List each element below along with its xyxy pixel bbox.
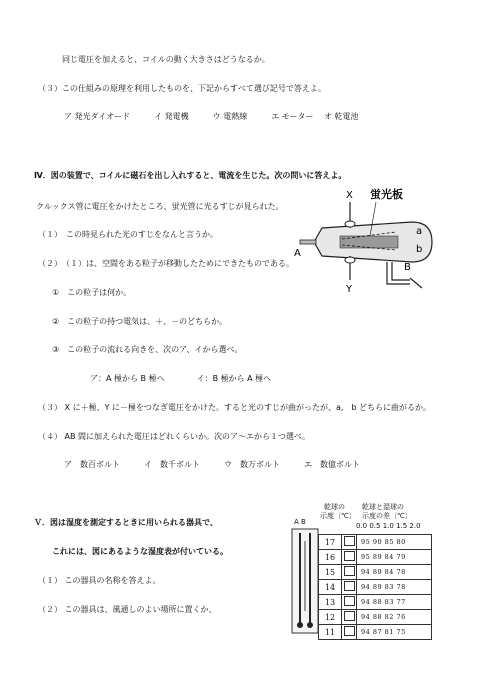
- screen-label: 蛍光板: [370, 188, 403, 201]
- zero-diff-cell: [342, 580, 357, 595]
- section-heading: Ｖ．図は湿度を測定するときに用いられる器具で、: [34, 518, 218, 527]
- answer-choices: ア 数百ボルト イ 数千ボルト ウ 数万ボルト エ 数億ボルト: [64, 460, 360, 469]
- table-header-difference: 乾球と湿球の: [362, 503, 404, 511]
- zero-diff-cell: [342, 625, 357, 640]
- section-heading: Ⅳ．図の装置で、コイルに磁石を出し入れすると、電流を生じた。次の問いに答えよ。: [34, 171, 347, 180]
- answer-choices: ア 発光ダイオード イ 発電機 ウ 電熱線 エ モーター オ 乾電池: [64, 112, 359, 121]
- table-row: [319, 535, 432, 550]
- question-text: 同じ電圧を加えると、コイルの動く大きさはどうなるか。: [62, 55, 270, 64]
- direction-b-label: b: [416, 244, 423, 255]
- zero-diff-cell: [342, 610, 357, 625]
- dry-bulb-cell: 11: [319, 625, 342, 640]
- crookes-tube-diagram: [292, 184, 442, 296]
- question-text: ② この粒子の持つ電気は、＋、－のどちらか。: [52, 317, 228, 326]
- humidity-values-cell: 94 87 81 75: [357, 625, 432, 640]
- question-text: （２） この器具は、風通しのよい場所に置くか、: [38, 605, 217, 614]
- answer-choices: ア：A 極から B 極へ イ：B 極から A 極へ: [90, 374, 272, 383]
- question-text: ③ この粒子の流れる向きを、次のア、イから選べ。: [52, 345, 243, 354]
- question-text: （３）この仕組みの原理を利用したものを、下記からすべて選び記号で答えよ。: [38, 84, 326, 93]
- instrument-label: A B: [294, 518, 306, 526]
- question-text: （１） この時見られた光のすじをなんと言うか。: [38, 230, 218, 239]
- table-row: [319, 580, 432, 595]
- zero-diff-cell: [342, 535, 357, 550]
- question-text: （３） X に＋極、Y に－極をつなぎ電圧をかけた。すると光のすじが曲がったが、a, b どちらに曲がるか。: [38, 403, 432, 412]
- dry-bulb-cell: 16: [319, 550, 342, 565]
- table-header-difference-unit: 示度の差〔℃〕: [362, 512, 412, 520]
- question-text: クルックス管に電圧をかけたところ、蛍光管に光るすじが見られた。: [36, 202, 284, 211]
- zero-diff-cell: [342, 595, 357, 610]
- humidity-table: [318, 534, 432, 640]
- humidity-values-cell: 94 89 84 78: [357, 565, 432, 580]
- humidity-values-cell: 95 90 85 80: [357, 535, 432, 550]
- electrode-y-label: Y: [346, 284, 353, 295]
- dry-bulb-cell: 15: [319, 565, 342, 580]
- zero-diff-cell: [342, 550, 357, 565]
- table-row: [319, 550, 432, 565]
- question-text: （４） AB 間に加えられた電圧はどれくらいか。次のア～エから１つ選べ。: [38, 432, 311, 441]
- dry-bulb-cell: 17: [319, 535, 342, 550]
- table-header-dry-bulb-unit: 示度〔℃〕: [320, 512, 356, 520]
- dry-bulb-cell: 12: [319, 610, 342, 625]
- zero-diff-cell: [342, 565, 357, 580]
- section-heading: これには、図にあるような湿度表が付いている。: [52, 547, 228, 556]
- pole-a-label: A: [294, 248, 301, 259]
- table-header-dry-bulb: 乾球の: [324, 503, 345, 511]
- hygrometer-icon: [290, 527, 320, 637]
- humidity-values-cell: 94 88 82 76: [357, 610, 432, 625]
- table-row: [319, 565, 432, 580]
- dry-bulb-cell: 13: [319, 595, 342, 610]
- direction-a-label: a: [416, 226, 423, 237]
- table-header-columns: 0.0 0.5 1.0 1.5 2.0: [356, 522, 421, 530]
- question-text: （２） （１）は、空間をある粒子が移動したためにできたものである。: [38, 259, 294, 268]
- table-row: [319, 610, 432, 625]
- electrode-x-label: X: [346, 190, 353, 201]
- humidity-values-cell: 94 88 83 77: [357, 595, 432, 610]
- dry-bulb-cell: 14: [319, 580, 342, 595]
- humidity-values-cell: 95 89 84 79: [357, 550, 432, 565]
- humidity-values-cell: 94 89 83 78: [357, 580, 432, 595]
- table-row: [319, 625, 432, 640]
- question-text: ① この粒子は何か。: [52, 288, 132, 297]
- table-row: [319, 595, 432, 610]
- pole-b-label: B: [404, 262, 411, 273]
- question-text: （１） この器具の名称を答えよ。: [38, 576, 161, 585]
